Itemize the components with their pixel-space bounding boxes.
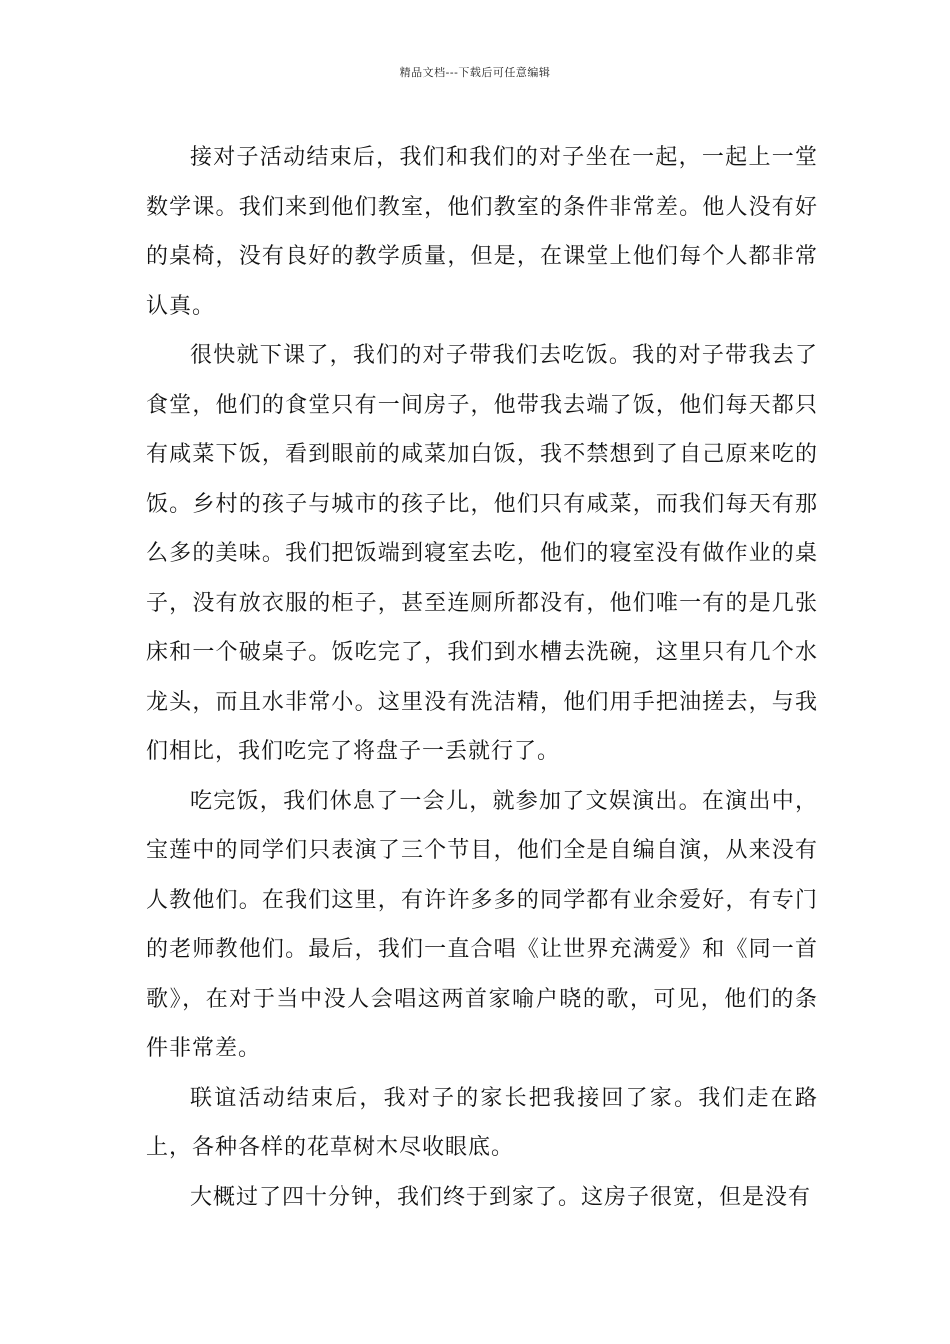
paragraph-4: 联谊活动结束后，我对子的家长把我接回了家。我们走在路上，各种各样的花草树木尽收眼底。 xyxy=(146,1085,818,1160)
document-body xyxy=(146,133,818,1222)
paragraph-5: 大概过了四十分钟，我们终于到家了。这房子很宽，但是没有 xyxy=(190,1184,812,1210)
paragraph-1: 接对子活动结束后，我们和我们的对子坐在一起，一起上一堂数学课。我们来到他们教室，他们教室的条件非常差。他人没有好的桌椅，没有良好的教学质量，但是，在课堂上他们每个人都非常认真。 xyxy=(146,145,818,319)
page-header: 精品文档---下载后可任意编辑 xyxy=(399,66,551,79)
paragraph-2: 很快就下课了，我们的对子带我们去吃饭。我的对子带我去了食堂，他们的食堂只有一间房子，他带我去端了饭，他们每天都只有咸菜下饭，看到眼前的咸菜加白饭，我不禁想到了自己原来吃的饭。乡村的孩子与城市的孩子比，他们只有咸菜，而我们每天有那么多的美味。我们把饭端到寝室去吃，他们的寝室没有做作业的桌子，没有放衣服的柜子，甚至连厕所都没有，他们唯一有的是几张床和一个破桌子。饭吃完了，我们到水槽去洗碗，这里只有几个水龙头，而且水非常小。这里没有洗洁精，他们用手把油搓去，与我们相比，我们吃完了将盘子一丢就行了。 xyxy=(146,343,818,764)
paragraph-3: 吃完饭，我们休息了一会儿，就参加了文娱演出。在演出中，宝莲中的同学们只表演了三个节目，他们全是自编自演，从来没有人教他们。在我们这里，有许许多多的同学都有业余爱好，有专门的老师教他们。最后，我们一直合唱《让世界充满爱》和《同一首歌》，在对于当中没人会唱这两首家喻户晓的歌，可见，他们的条件非常差。 xyxy=(146,788,818,1061)
